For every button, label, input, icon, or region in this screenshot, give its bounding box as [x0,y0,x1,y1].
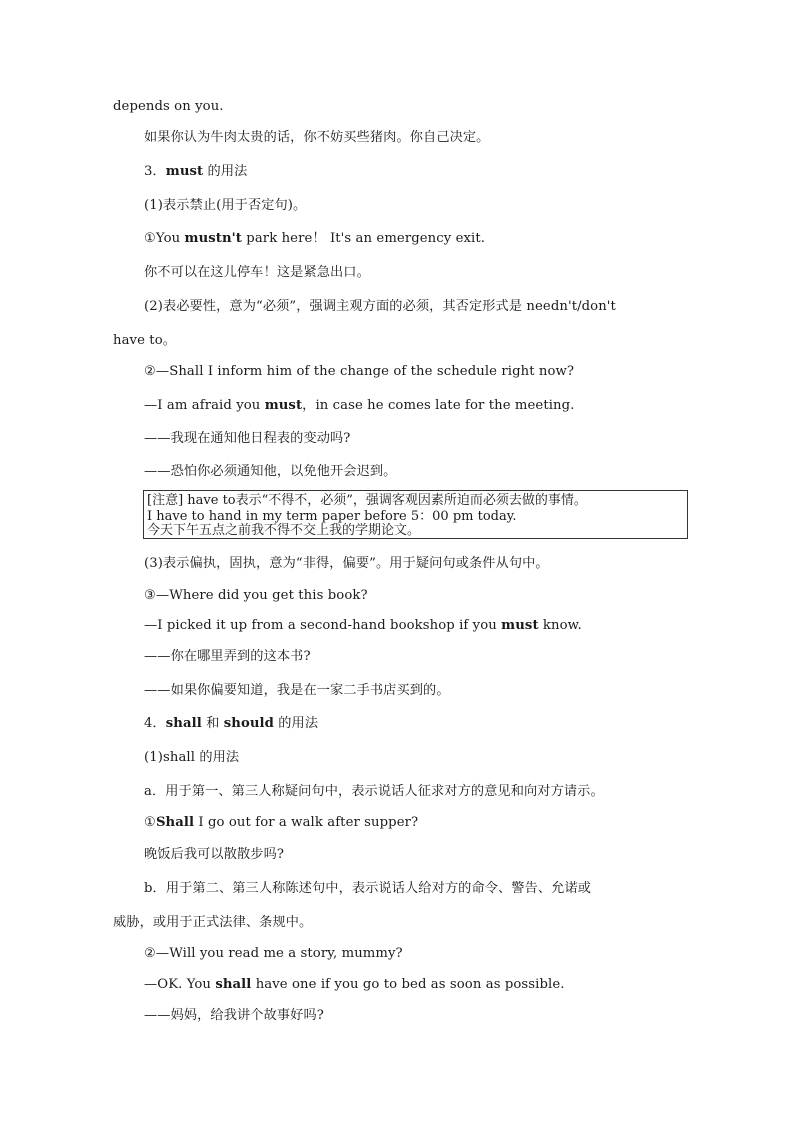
text-line: (3)表示偏执，固执，意为“非得，偏要”。用于疑问句或条件从句中。 [144,556,549,571]
text-line: a．用于第一、第三人称疑问句中，表示说话人征求对方的意见和向对方请示。 [144,784,604,799]
example-sentence: ②—Shall I inform him of the change of the schedule right now? [144,364,575,379]
example-text: know. [538,618,582,633]
translation-line: ——恐怕你必须通知他，以免他开会迟到。 [144,464,397,479]
note-title-line: [注意] have to表示“不得不，必须”，强调客观因素所迫而必须去做的事情。 [147,493,587,508]
example-sentence [144,814,418,832]
translation-line: ——我现在通知他日程表的变动吗? [144,431,351,446]
text-line: depends on you. [113,99,224,114]
example-text: —I picked it up from a second-hand bookshop if you [144,618,502,633]
example-text: ① [144,815,156,830]
translation-line: ——如果你偏要知道，我是在一家二手书店买到的。 [144,683,450,698]
heading-keyword: must [165,164,204,179]
example-text: ，in case he comes late for the meeting. [302,398,575,413]
note-translation-line: 今天下午五点之前我不得不交上我的学期论文。 [147,523,421,538]
example-text: —I am afraid you [144,398,265,413]
example-sentence [144,230,485,248]
section-heading-4 [144,715,318,733]
example-text: have one if you go to bed as soon as possible. [251,977,565,992]
text-line: 如果你认为牛肉太贵的话，你不妨买些猪肉。你自己决定。 [144,130,490,145]
heading-text: 和 [201,716,224,731]
example-keyword: shall [215,977,252,992]
example-sentence [144,397,574,415]
example-text: ①You [144,231,185,246]
translation-line: 你不可以在这儿停车！这是紧急出口。 [144,265,370,280]
section-heading-3 [144,163,247,181]
heading-text: 的用法 [203,164,248,179]
note-example-line: I have to hand in my term paper before 5：00 pm today. [147,509,517,524]
heading-text: 的用法 [273,716,319,731]
example-sentence: ③—Where did you get this book? [144,588,368,603]
example-text: I go out for a walk after supper? [194,815,419,830]
example-sentence [144,617,582,635]
example-keyword: mustn't [184,231,242,246]
example-sentence [144,976,565,994]
text-line: have to。 [113,333,177,348]
example-keyword: must [501,618,539,633]
example-text: park here！ It's an emergency exit. [242,231,486,246]
text-line: b．用于第二、第三人称陈述句中，表示说话人给对方的命令、警告、允诺或 [144,881,592,896]
translation-line: 晚饭后我可以散散步吗? [144,847,285,862]
translation-line: ——你在哪里弄到的这本书? [144,649,311,664]
text-line: (2)表必要性，意为“必须”，强调主观方面的必须，其否定形式是 needn't/don't [144,299,616,314]
subsection-heading: (1)shall 的用法 [144,750,240,765]
heading-keyword: shall [165,716,202,731]
translation-line: ——妈妈，给我讲个故事好吗? [144,1008,324,1023]
heading-keyword: should [223,716,274,731]
text-line: (1)表示禁止(用于否定句)。 [144,198,307,213]
example-keyword: must [264,398,303,413]
example-text: —OK. You [144,977,216,992]
example-keyword: Shall [155,815,195,830]
example-sentence: ②—Will you read me a story, mummy? [144,946,403,961]
heading-number: 4． [144,716,166,731]
note-box [143,490,688,539]
text-line: 威胁，或用于正式法律、条规中。 [113,915,313,930]
heading-number: 3． [144,164,166,179]
